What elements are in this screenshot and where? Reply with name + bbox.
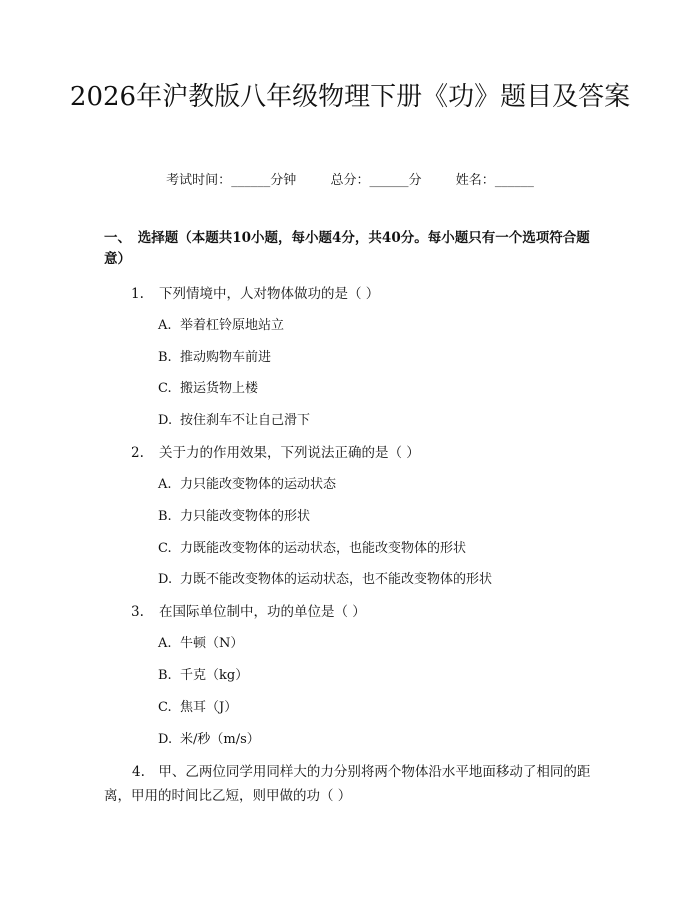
option-letter: A. [158, 318, 172, 333]
option-text: 举着杠铃原地站立 [180, 318, 285, 333]
option-text: 推动购物车前进 [180, 350, 272, 365]
option-text: 搬运货物上楼 [180, 381, 259, 396]
question-text: 在国际单位制中，功的单位是（ ） [159, 604, 366, 620]
option-letter: A. [158, 477, 172, 492]
exam-info-line [0, 169, 700, 188]
score-unit: 分 [408, 173, 422, 188]
option-text: 按住刹车不让自己滑下 [180, 413, 311, 428]
option-text: 力只能改变物体的运动状态 [180, 477, 337, 492]
section-heading: 一、 选择题（本题共10小题，每小题4分，共40分。每小题只有一个选项符合题意） [104, 230, 590, 267]
option-3a[interactable] [158, 632, 243, 651]
question-3 [131, 600, 366, 620]
question-1 [131, 282, 379, 302]
option-letter: D. [158, 572, 173, 587]
question-text: 关于力的作用效果，下列说法正确的是（ ） [159, 445, 420, 461]
option-text: 力只能改变物体的形状 [180, 509, 311, 524]
option-letter: C. [158, 541, 172, 556]
question-text: 下列情境中，人对物体做功的是（ ） [159, 286, 380, 302]
option-3c[interactable] [158, 696, 237, 715]
option-text: 米/秒（m/s） [180, 732, 260, 747]
question-2 [131, 441, 420, 461]
option-2d[interactable] [158, 568, 492, 587]
option-letter: C. [158, 381, 172, 396]
option-1c[interactable] [158, 377, 258, 396]
time-label: 考试时间： [166, 173, 232, 188]
option-text: 千克（kg） [180, 668, 249, 683]
option-text: 力既不能改变物体的运动状态，也不能改变物体的形状 [180, 572, 493, 587]
option-letter: B. [158, 509, 172, 524]
name-blank[interactable]: ______ [494, 173, 534, 188]
question-number: 3. [131, 604, 144, 620]
question-number: 4. [132, 764, 145, 780]
option-letter: D. [158, 732, 173, 747]
option-1a[interactable] [158, 314, 284, 333]
option-2b[interactable] [158, 505, 310, 524]
option-letter: C. [158, 700, 172, 715]
score-blank[interactable]: ______ [369, 173, 409, 188]
option-1d[interactable] [158, 409, 310, 428]
time-blank[interactable]: ______ [231, 173, 271, 188]
score-label: 总分： [330, 173, 370, 188]
option-text: 牛顿（N） [180, 636, 244, 651]
question-number: 1. [131, 286, 144, 302]
option-3d[interactable] [158, 728, 260, 747]
question-4 [104, 760, 599, 808]
name-label: 姓名： [455, 173, 495, 188]
option-letter: D. [158, 413, 173, 428]
option-3b[interactable] [158, 664, 248, 683]
option-letter: B. [158, 668, 172, 683]
question-text: 甲、乙两位同学用同样大的力分别将两个物体沿水平地面移动了相同的距离，甲用的时间比乙短，则甲做的功（ ） [104, 764, 591, 804]
option-2a[interactable] [158, 473, 336, 492]
option-text: 焦耳（J） [180, 700, 238, 715]
time-unit: 分钟 [270, 173, 297, 188]
page-title: 2026年沪教版八年级物理下册《功》题目及答案 [69, 82, 631, 112]
option-letter: A. [158, 636, 172, 651]
option-1b[interactable] [158, 346, 271, 365]
option-text: 力既能改变物体的运动状态，也能改变物体的形状 [180, 541, 467, 556]
question-number: 2. [131, 445, 144, 461]
option-letter: B. [158, 350, 172, 365]
option-2c[interactable] [158, 537, 466, 556]
